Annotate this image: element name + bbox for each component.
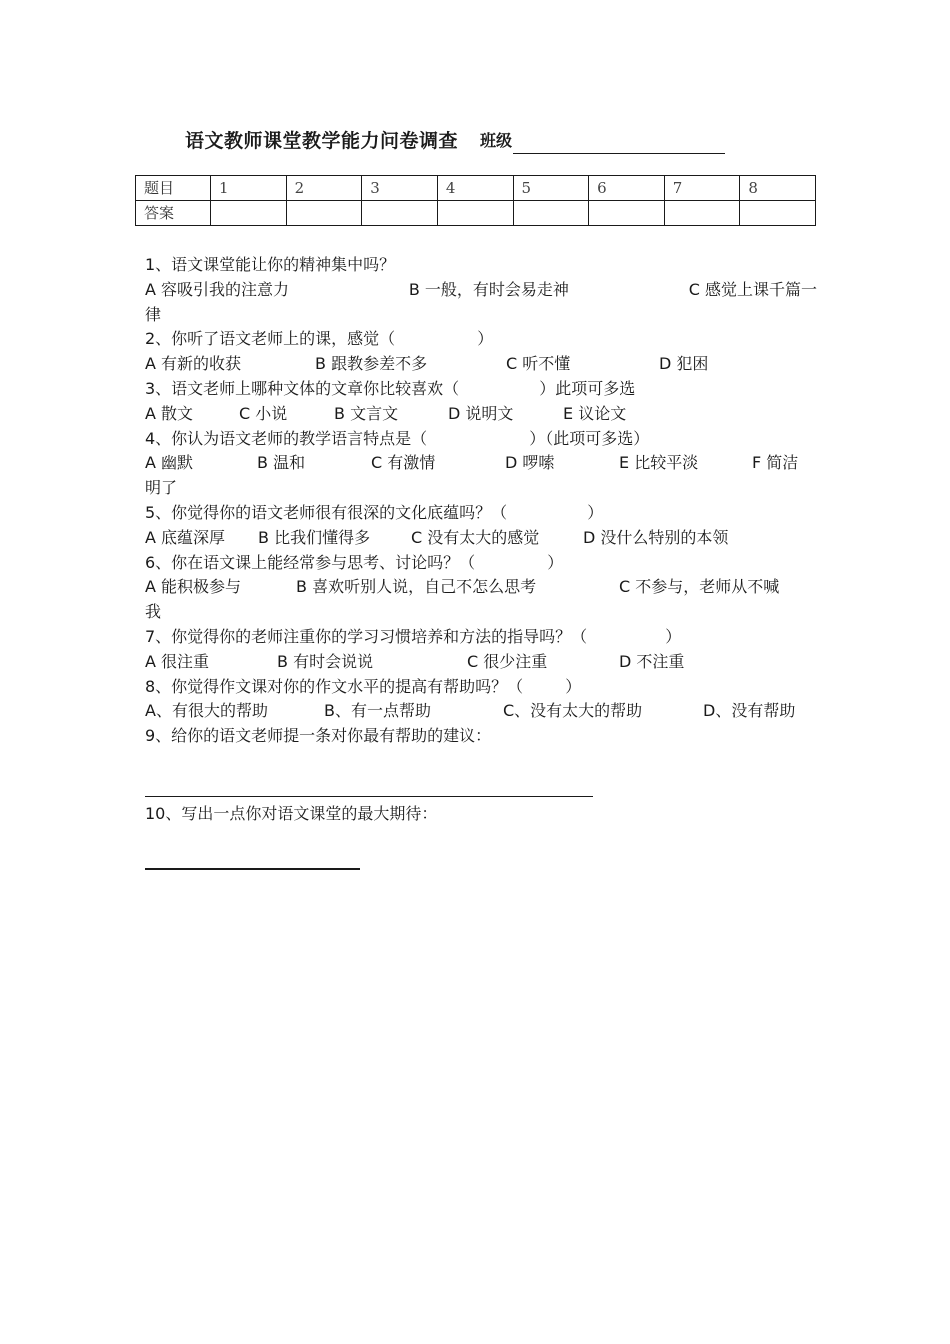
answer-cell[interactable] bbox=[286, 201, 362, 226]
option-d: D、没有帮助 bbox=[703, 701, 796, 721]
question-4 bbox=[145, 427, 817, 452]
option-b: B 喜欢听别人说，自己不怎么思考 bbox=[296, 577, 537, 597]
option-a: A 容吸引我的注意力 bbox=[145, 279, 290, 299]
question-8-text: 8、你觉得作文课对你的作文水平的提高有帮助吗？（ bbox=[145, 676, 524, 696]
option-a: A、有很大的帮助 bbox=[145, 701, 268, 721]
option-c: C 不参与，老师从不喊 bbox=[619, 577, 780, 597]
class-label: 班级 bbox=[480, 131, 513, 150]
question-3-options bbox=[145, 402, 817, 427]
question-6-options bbox=[145, 575, 817, 600]
question-number-cell: 3 bbox=[362, 176, 438, 201]
option-c-continued: 我 bbox=[145, 602, 162, 622]
question-8-options bbox=[145, 699, 817, 724]
option-b: B 比我们懂得多 bbox=[258, 527, 371, 547]
option-a: A 很注重 bbox=[145, 651, 210, 671]
option-a: A 幽默 bbox=[145, 453, 194, 473]
question-6-text: 6、你在语文课上能经常参与思考、讨论吗？（ bbox=[145, 552, 476, 572]
option-b: B 有时会说说 bbox=[277, 651, 374, 671]
answer-table bbox=[135, 175, 816, 226]
question-4-text: 4、你认为语文老师的教学语言特点是（ bbox=[145, 428, 428, 448]
question-8 bbox=[145, 675, 817, 700]
question-number-cell: 5 bbox=[513, 176, 589, 201]
question-3 bbox=[145, 377, 817, 402]
row-label-answer: 答案 bbox=[136, 201, 211, 226]
option-d: D 不注重 bbox=[619, 651, 685, 671]
option-c: C 感觉上课千篇一 bbox=[688, 279, 817, 299]
question-4-options bbox=[145, 451, 817, 476]
option-b: B 温和 bbox=[257, 453, 306, 473]
answer-cell[interactable] bbox=[362, 201, 438, 226]
question-10-answer-line[interactable] bbox=[145, 868, 360, 870]
option-b: B 一般，有时会易走神 bbox=[408, 279, 569, 299]
answer-cell[interactable] bbox=[211, 201, 287, 226]
question-5-options bbox=[145, 526, 817, 551]
option-c: C 有激情 bbox=[371, 453, 436, 473]
question-9-answer-line[interactable] bbox=[145, 796, 593, 797]
question-list bbox=[145, 253, 817, 749]
option-d: D 啰嗦 bbox=[505, 453, 555, 473]
question-1-options bbox=[145, 278, 817, 303]
title-row bbox=[185, 124, 725, 154]
option-d: D 说明文 bbox=[448, 403, 514, 423]
question-number-cell: 1 bbox=[211, 176, 287, 201]
question-5-text: 5、你觉得你的语文老师很有很深的文化底蕴吗？（ bbox=[145, 502, 508, 522]
question-7-close: ） bbox=[665, 626, 682, 646]
question-number-cell: 4 bbox=[437, 176, 513, 201]
question-6 bbox=[145, 551, 817, 576]
question-7-text: 7、你觉得你的老师注重你的学习习惯培养和方法的指导吗？（ bbox=[145, 626, 588, 646]
question-7-options bbox=[145, 650, 817, 675]
answer-cell[interactable] bbox=[589, 201, 665, 226]
question-number-cell: 8 bbox=[740, 176, 816, 201]
option-c: C、没有太大的帮助 bbox=[503, 701, 643, 721]
question-number-cell: 6 bbox=[589, 176, 665, 201]
question-7 bbox=[145, 625, 817, 650]
question-10: 10、写出一点你对语文课堂的最大期待： bbox=[145, 804, 438, 823]
question-1: 1、语文课堂能让你的精神集中吗？ bbox=[145, 255, 396, 274]
option-e: E 比较平淡 bbox=[619, 453, 699, 473]
question-3-text: 3、语文老师上哪种文体的文章你比较喜欢（ bbox=[145, 378, 460, 398]
answer-cell[interactable] bbox=[437, 201, 513, 226]
option-b: B 跟教参差不多 bbox=[315, 354, 428, 374]
option-d: D 犯困 bbox=[659, 354, 709, 374]
option-f-continued: 明了 bbox=[145, 478, 178, 498]
option-c-continued: 律 bbox=[145, 304, 162, 324]
question-2-close: ） bbox=[477, 329, 494, 349]
question-2 bbox=[145, 327, 817, 352]
answer-cell[interactable] bbox=[740, 201, 816, 226]
question-9: 9、给你的语文老师提一条对你最有帮助的建议： bbox=[145, 726, 492, 746]
question-number-row bbox=[136, 176, 816, 201]
option-c: C 听不懂 bbox=[506, 354, 571, 374]
question-6-close: ） bbox=[547, 552, 564, 572]
option-d: D 没什么特别的本领 bbox=[583, 527, 729, 547]
question-4-close: ）（此项可多选） bbox=[529, 428, 650, 448]
question-5 bbox=[145, 501, 817, 526]
answer-cell[interactable] bbox=[664, 201, 740, 226]
option-a: A 有新的收获 bbox=[145, 354, 242, 374]
page-title: 语文教师课堂教学能力问卷调查 bbox=[185, 130, 459, 152]
question-3-close: ）此项可多选 bbox=[539, 378, 636, 398]
row-label-question: 题目 bbox=[136, 176, 211, 201]
class-blank-field[interactable] bbox=[513, 131, 725, 154]
option-e: E 议论文 bbox=[563, 403, 627, 423]
option-f: F 简洁 bbox=[752, 453, 799, 473]
option-a: A 散文 bbox=[145, 403, 194, 423]
question-number-cell: 2 bbox=[286, 176, 362, 201]
answer-row bbox=[136, 201, 816, 226]
option-b: B 文言文 bbox=[334, 403, 399, 423]
option-a: A 能积极参与 bbox=[145, 577, 242, 597]
option-b: B、有一点帮助 bbox=[324, 701, 431, 721]
option-c: C 小说 bbox=[239, 403, 288, 423]
question-8-close: ） bbox=[565, 676, 582, 696]
option-c: C 没有太大的感觉 bbox=[411, 527, 540, 547]
option-a: A 底蕴深厚 bbox=[145, 527, 226, 547]
answer-cell[interactable] bbox=[513, 201, 589, 226]
question-2-text: 2、你听了语文老师上的课，感觉（ bbox=[145, 329, 396, 349]
question-number-cell: 7 bbox=[664, 176, 740, 201]
question-2-options bbox=[145, 352, 817, 377]
option-c: C 很少注重 bbox=[467, 651, 548, 671]
question-5-close: ） bbox=[587, 502, 604, 522]
